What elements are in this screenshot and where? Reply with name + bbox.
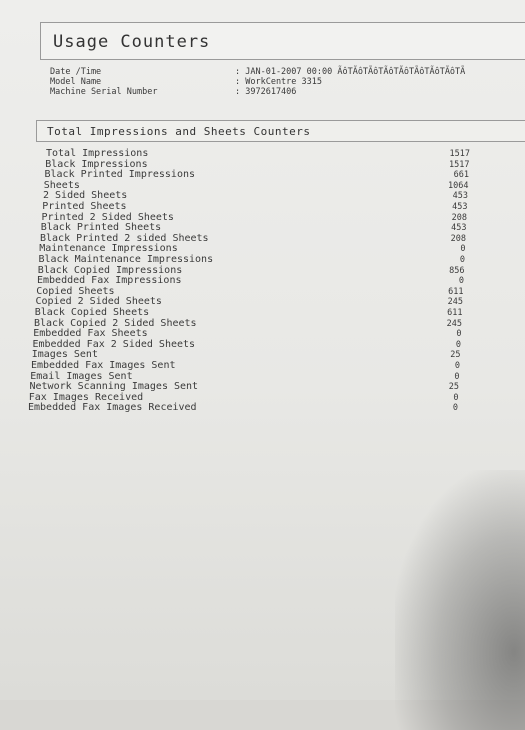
counter-value: 245: [447, 297, 463, 308]
counter-value: 0: [453, 392, 459, 403]
counter-label: Black Copied 2 Sided Sheets: [34, 317, 197, 329]
counter-value: 611: [447, 308, 463, 318]
counter-value: 453: [451, 223, 467, 234]
counter-label: Embedded Fax Sheets: [33, 328, 148, 340]
counter-label: 2 Sided Sheets: [43, 190, 128, 202]
counter-label: Copied Sheets: [36, 285, 115, 297]
info-label-model: Model Name: [50, 77, 102, 87]
counter-value: 0: [459, 255, 465, 265]
counter-value: 1517: [449, 149, 470, 159]
counter-value: 0: [452, 403, 458, 414]
counter-label: Email Images Sent: [30, 370, 133, 382]
section-header-box: [36, 120, 525, 142]
info-label-date: Date /Time: [50, 67, 102, 77]
title-box: [40, 22, 525, 60]
counter-label: Copied 2 Sided Sheets: [35, 296, 162, 308]
counter-value: 208: [451, 212, 467, 223]
counter-value: 453: [452, 191, 468, 202]
counter-value: 0: [456, 329, 462, 340]
counter-label: Maintenance Impressions: [39, 243, 178, 255]
counter-value: 453: [452, 202, 468, 212]
counter-label: Black Impressions: [45, 158, 148, 170]
counter-value: 0: [455, 339, 461, 350]
counter-label: Black Copied Impressions: [37, 264, 183, 276]
hand-shadow: [395, 470, 525, 730]
info-label-serial: Machine Serial Number: [50, 87, 158, 97]
counter-value: 0: [460, 244, 466, 255]
counter-value: 1517: [449, 159, 470, 170]
counter-value: 856: [449, 265, 465, 276]
counter-value: 25: [450, 350, 461, 361]
counter-label: Fax Images Received: [28, 391, 144, 403]
counter-label: Black Maintenance Impressions: [38, 254, 214, 265]
counter-label: Embedded Fax Impressions: [37, 275, 182, 287]
info-value-model: : WorkCentre 3315: [235, 77, 322, 87]
counter-label: Black Printed Impressions: [44, 169, 196, 181]
counter-value: 1064: [448, 180, 469, 191]
counter-label: Total Impressions: [46, 148, 149, 159]
counter-value: 661: [453, 170, 469, 181]
counter-label: Black Printed 2 sided Sheets: [40, 232, 209, 244]
counter-value: 25: [448, 382, 459, 393]
counter-label: Images Sent: [31, 349, 98, 361]
section-title: Total Impressions and Sheets Counters: [47, 125, 311, 138]
counter-label: Black Copied Sheets: [34, 307, 150, 318]
counter-value: 0: [454, 361, 460, 371]
counter-value: 0: [458, 276, 464, 287]
counter-value: 0: [454, 371, 460, 382]
counter-value: 208: [450, 233, 466, 244]
counter-value: 611: [448, 286, 464, 297]
info-value-date: : JAN-01-2007 00:00 ÃôTÃôTÃôTÃôTÃôTÃôTÃôTÃôTÃ: [235, 67, 466, 77]
counter-label: Network Scanning Images Sent: [29, 381, 199, 393]
report-title: Usage Counters: [53, 32, 211, 52]
counter-label: Embedded Fax 2 Sided Sheets: [32, 338, 196, 350]
machine-info-values: [235, 67, 465, 97]
counter-label: Embedded Fax Images Sent: [31, 360, 176, 371]
counter-label: Printed Sheets: [42, 201, 127, 212]
counter-label: Sheets: [43, 179, 80, 191]
counter-value: 245: [446, 318, 462, 329]
counter-label: Black Printed Sheets: [40, 222, 162, 234]
counter-label: Embedded Fax Images Received: [28, 402, 197, 414]
info-value-serial: : 3972617406: [235, 87, 297, 97]
machine-info-labels: [50, 67, 157, 97]
counter-label: Printed 2 Sided Sheets: [41, 211, 174, 223]
